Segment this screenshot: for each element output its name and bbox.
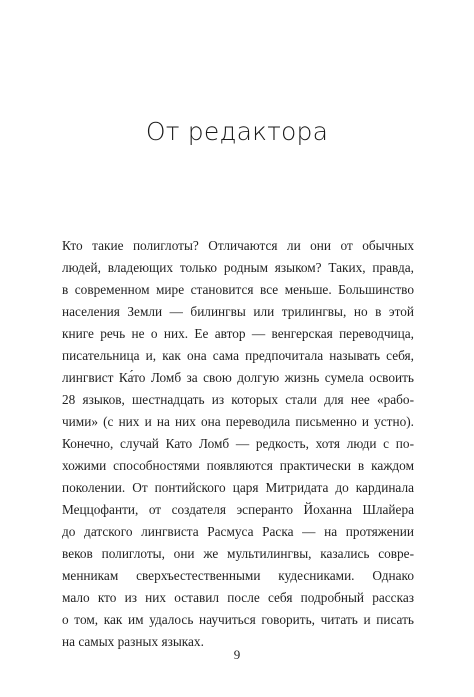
paragraph-line: менникам сверхъестественными кудесниками. Однако bbox=[62, 568, 414, 583]
page-number: 9 bbox=[233, 647, 241, 662]
paragraph-line: поколении. От понтийского царя Митридата до кардинала bbox=[62, 480, 414, 495]
body-paragraph bbox=[62, 235, 414, 653]
paragraph-line: писательница и, как она сама предпочитала называть себя, bbox=[62, 348, 414, 363]
page-title: От редактора bbox=[145, 117, 329, 146]
paragraph-line: Конечно, случай Като Ломб — редкость, хотя люди с по- bbox=[62, 436, 414, 451]
paragraph-line: людей, владеющих только родным языком? Таких, правда, bbox=[62, 260, 414, 275]
paragraph-line: о том, как им удалось научиться говорить, читать и писать bbox=[62, 612, 414, 627]
paragraph-line: Кто такие полиглоты? Отличаются ли они от обычных bbox=[62, 238, 414, 253]
paragraph-line: мало кто из них оставил после себя подробный рассказ bbox=[62, 590, 414, 605]
paragraph-line: книге речь не о них. Ее автор — венгерская переводчица, bbox=[62, 326, 414, 341]
paragraph-line: хожими способностями появляются практически в каждом bbox=[62, 458, 414, 473]
paragraph-line: Меццофанти, от создателя эсперанто Йоханна Шлайера bbox=[62, 502, 414, 517]
paragraph-line: лингвист Ка́то Ломб за свою долгую жизнь сумела освоить bbox=[62, 370, 414, 385]
paragraph-line: населения Земли — билингвы или трилингвы, но в этой bbox=[62, 304, 414, 319]
paragraph-line: на самых разных языках. bbox=[62, 634, 204, 649]
paragraph-line: до датского лингвиста Расмуса Раска — на протяжении bbox=[62, 524, 414, 539]
paragraph-line: в современном мире становится все меньше. Большинство bbox=[62, 282, 414, 297]
paragraph-line: 28 языков, шестнадцать из которых стали для нее «рабо- bbox=[62, 392, 414, 407]
paragraph-line: чими» (с них и на них она переводила письменно и устно). bbox=[62, 414, 414, 429]
paragraph-line: веков полиглоты, они же мультилингвы, казались совре- bbox=[62, 546, 414, 561]
